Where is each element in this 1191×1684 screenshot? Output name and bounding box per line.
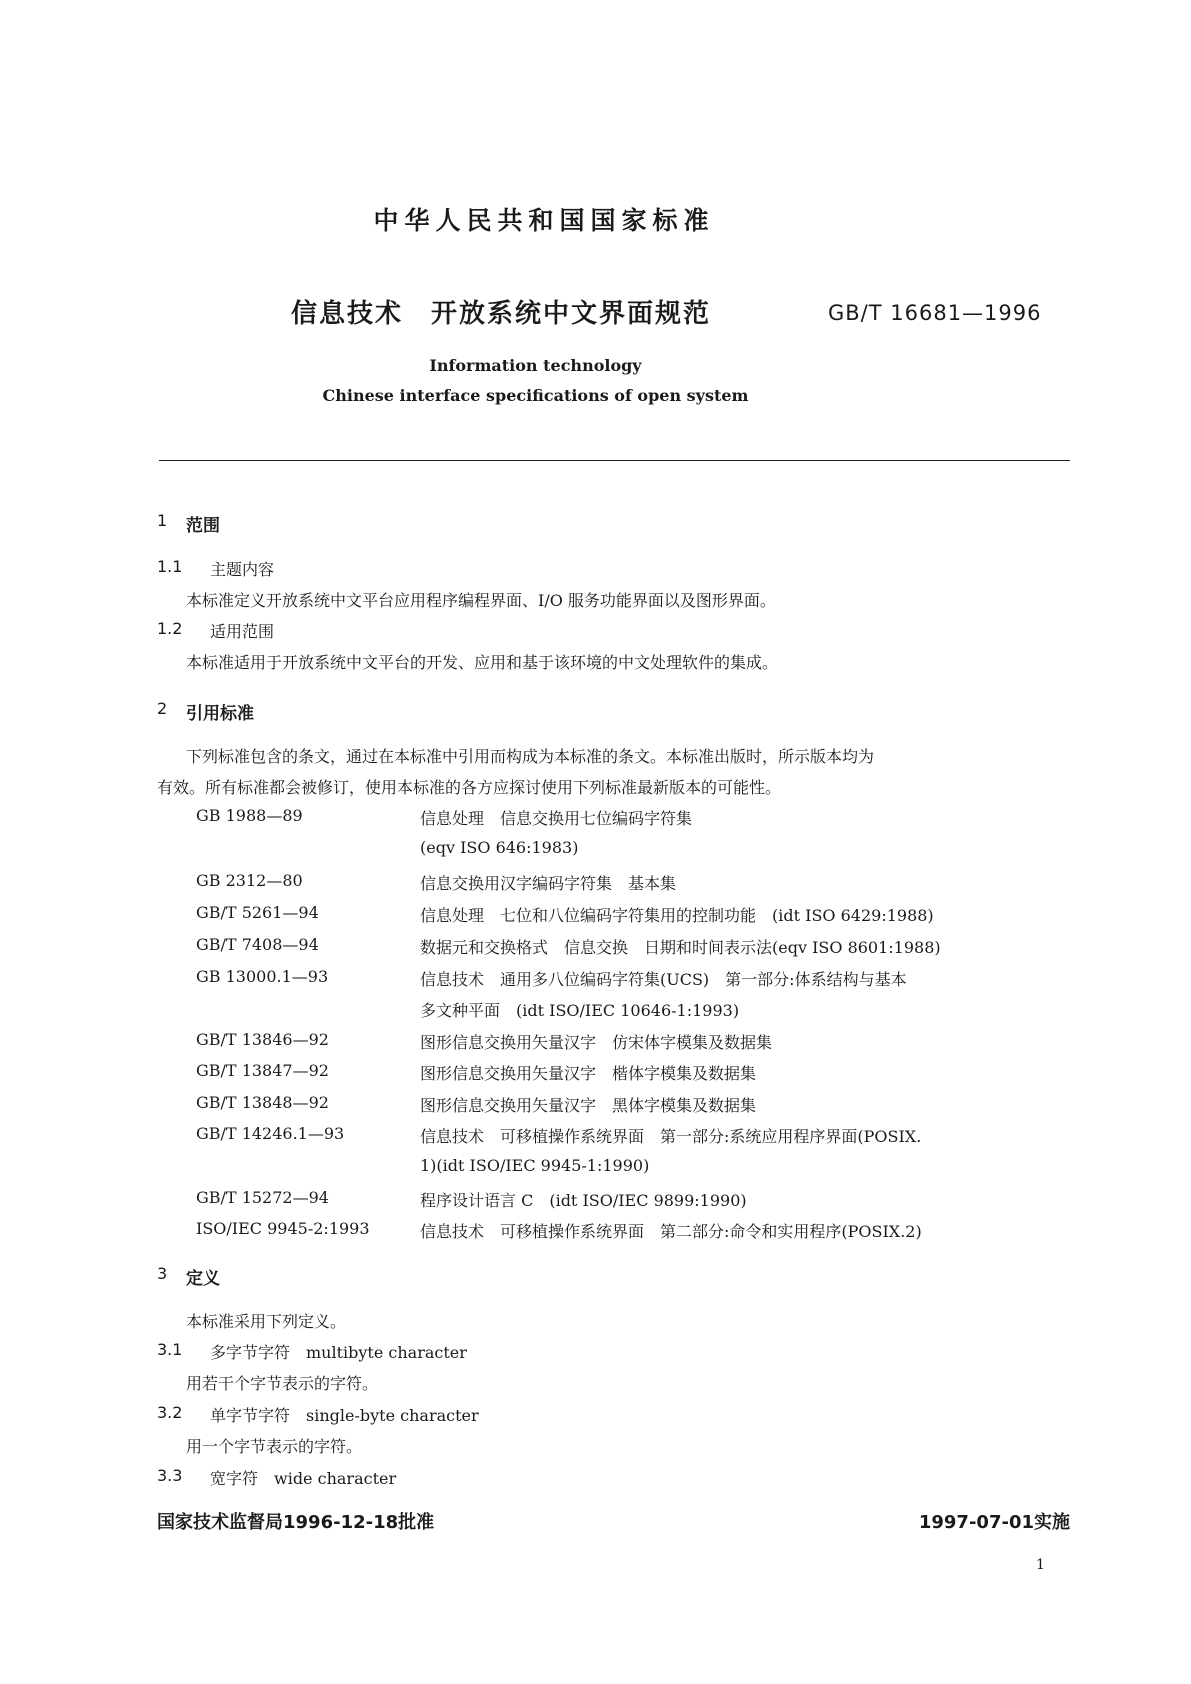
reference-code: GB/T 14246.1—93 — [196, 1124, 345, 1143]
approval-date: 国家技术监督局1996-12-18批准 — [157, 1512, 435, 1533]
reference-code: GB/T 13846—92 — [196, 1030, 329, 1049]
reference-code: GB/T 13848—92 — [196, 1093, 329, 1112]
reference-title: 图形信息交换用矢量汉字 楷体字模集及数据集 — [420, 1064, 757, 1083]
reference-code: GB 13000.1—93 — [196, 967, 329, 986]
reference-title: 信息处理 信息交换用七位编码字符集 — [420, 809, 693, 828]
section-3-1-number: 3.1 — [157, 1340, 183, 1359]
reference-code: GB 1988—89 — [196, 806, 303, 825]
standard-number: GB/T 16681—1996 — [828, 301, 1042, 325]
section-2-paragraph-line1: 下列标准包含的条文，通过在本标准中引用而构成为本标准的条文。本标准出版时，所示版本均为 — [186, 747, 875, 766]
section-2-number: 2 — [157, 699, 168, 718]
section-3-number: 3 — [157, 1264, 168, 1283]
reference-code: GB/T 15272—94 — [196, 1188, 329, 1207]
reference-title: 信息技术 可移植操作系统界面 第二部分:命令和实用程序(POSIX.2) — [420, 1222, 922, 1241]
reference-title: 程序设计语言 C (idt ISO/IEC 9899:1990) — [420, 1191, 747, 1210]
reference-title: 信息技术 可移植操作系统界面 第一部分:系统应用程序界面(POSIX. — [420, 1127, 922, 1146]
reference-code: ISO/IEC 9945-2:1993 — [196, 1219, 370, 1238]
reference-code: GB/T 5261—94 — [196, 903, 319, 922]
reference-title-continued: (eqv ISO 646:1983) — [420, 838, 579, 857]
section-1-1-text: 本标准定义开放系统中文平台应用程序编程界面、I/O 服务功能界面以及图形界面。 — [186, 591, 776, 610]
section-1-1-title: 主题内容 — [210, 560, 275, 579]
section-3-3-term: 宽字符 wide character — [210, 1469, 397, 1488]
section-1-2-title: 适用范围 — [210, 622, 275, 641]
reference-title: 信息技术 通用多八位编码字符集(UCS) 第一部分:体系结构与基本 — [420, 970, 907, 989]
section-2-paragraph-line2: 有效。所有标准都会被修订，使用本标准的各方应探讨使用下列标准最新版本的可能性。 — [157, 778, 782, 797]
effective-date: 1997-07-01实施 — [918, 1512, 1070, 1533]
reference-title: 图形信息交换用矢量汉字 仿宋体字模集及数据集 — [420, 1033, 773, 1052]
reference-title-continued: 多文种平面 (idt ISO/IEC 10646-1:1993) — [420, 1001, 740, 1020]
section-1-title: 范围 — [186, 516, 220, 536]
reference-title: 数据元和交换格式 信息交换 日期和时间表示法(eqv ISO 8601:1988) — [420, 938, 941, 957]
page-number: 1 — [1036, 1557, 1045, 1573]
document-title-en-line1: Information technology — [429, 356, 642, 375]
reference-code: GB/T 7408—94 — [196, 935, 319, 954]
section-3-2-number: 3.2 — [157, 1403, 183, 1422]
reference-title: 信息交换用汉字编码字符集 基本集 — [420, 874, 677, 893]
section-3-2-definition: 用一个字节表示的字符。 — [186, 1437, 363, 1456]
reference-title: 信息处理 七位和八位编码字符集用的控制功能 (idt ISO 6429:1988) — [420, 906, 934, 925]
document-title-zh: 信息技术 开放系统中文界面规范 — [291, 299, 712, 329]
section-3-title: 定义 — [186, 1269, 220, 1289]
reference-code: GB 2312—80 — [196, 871, 303, 890]
section-1-number: 1 — [157, 511, 168, 530]
reference-title: 图形信息交换用矢量汉字 黑体字模集及数据集 — [420, 1096, 757, 1115]
national-standard-heading: 中华人民共和国国家标准 — [373, 206, 715, 235]
section-2-title: 引用标准 — [186, 704, 254, 724]
header-divider — [159, 460, 1070, 461]
reference-code: GB/T 13847—92 — [196, 1061, 329, 1080]
document-title-en-line2: Chinese interface specifications of open system — [322, 386, 749, 405]
section-3-3-number: 3.3 — [157, 1466, 183, 1485]
section-3-1-term: 多字节字符 multibyte character — [210, 1343, 467, 1362]
section-3-intro: 本标准采用下列定义。 — [186, 1312, 347, 1331]
reference-title-continued: 1)(idt ISO/IEC 9945-1:1990) — [420, 1156, 650, 1175]
section-1-2-text: 本标准适用于开放系统中文平台的开发、应用和基于该环境的中文处理软件的集成。 — [186, 653, 779, 672]
section-3-1-definition: 用若干个字节表示的字符。 — [186, 1374, 379, 1393]
section-1-1-number: 1.1 — [157, 557, 183, 576]
section-3-2-term: 单字节字符 single-byte character — [210, 1406, 479, 1425]
section-1-2-number: 1.2 — [157, 619, 183, 638]
